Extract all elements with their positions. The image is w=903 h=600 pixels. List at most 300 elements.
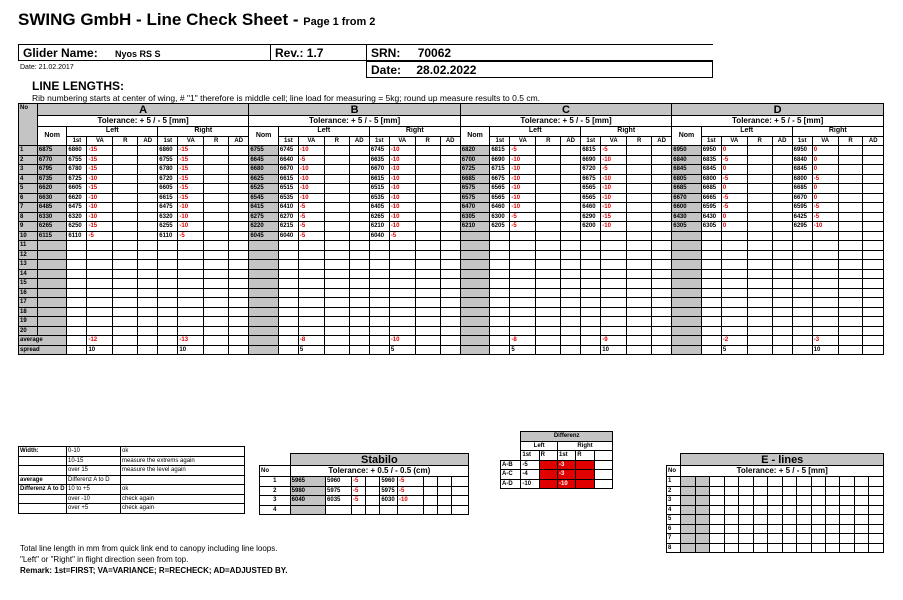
- elines-cell: [695, 496, 709, 506]
- left-ad: [772, 269, 792, 279]
- right-1st-spacer: [792, 336, 812, 346]
- left-va: [510, 279, 536, 289]
- right-1st: [369, 250, 389, 260]
- nom-value: [460, 326, 490, 336]
- elines-cell: [695, 477, 709, 487]
- table-row: [19, 269, 884, 279]
- nom-value: 6210: [460, 222, 490, 232]
- srn-value: 70062: [417, 45, 452, 60]
- average-right: -9: [601, 336, 627, 346]
- right-1st: [158, 326, 178, 336]
- elines-cell: [768, 543, 782, 553]
- right-1st: 6255: [158, 222, 178, 232]
- right-1st: [369, 279, 389, 289]
- left-ad: [561, 241, 581, 251]
- left-ad: [561, 222, 581, 232]
- left-va: -15: [87, 222, 113, 232]
- width-cell: ok: [121, 447, 245, 457]
- differenz-row: [501, 479, 613, 489]
- right-r: [838, 288, 863, 298]
- right-1st: [792, 298, 812, 308]
- right-1st: 6860: [158, 146, 178, 156]
- nom-value: 6950: [672, 146, 702, 156]
- right-1st: 6720: [581, 165, 601, 175]
- differenz-subcol: 1st: [521, 451, 539, 461]
- elines-cell: [768, 496, 782, 506]
- right-ad: [863, 231, 884, 241]
- left-1st: [67, 260, 87, 270]
- right-r: [415, 203, 440, 213]
- left-ad: [772, 146, 792, 156]
- right-ad: [863, 193, 884, 203]
- left-ad: [561, 184, 581, 194]
- right-r: [415, 165, 440, 175]
- right-va: [178, 279, 204, 289]
- left-1st: [67, 250, 87, 260]
- left-1st: [701, 241, 721, 251]
- width-row: [19, 504, 245, 514]
- glider-name-label: Glider Name:: [23, 45, 98, 60]
- left-va: 0: [721, 212, 747, 222]
- average-left: -8: [510, 336, 536, 346]
- left-r: [324, 326, 349, 336]
- left-ad: [138, 345, 158, 355]
- nom-value: 6770: [37, 155, 67, 165]
- stabilo-no: 4: [260, 505, 291, 515]
- elines-no-header: No: [667, 466, 681, 477]
- left-1st: 6675: [490, 174, 510, 184]
- width-cell: check again: [121, 494, 245, 504]
- left-1st-spacer: [490, 345, 510, 355]
- right-header: Right: [369, 127, 460, 137]
- right-r: [838, 336, 863, 346]
- right-ad: [229, 269, 249, 279]
- right-ad: [229, 298, 249, 308]
- left-ad: [349, 250, 369, 260]
- nom-value: [672, 288, 702, 298]
- stabilo-left-r: [366, 505, 380, 515]
- left-r: [747, 307, 772, 317]
- row-number: 6: [19, 193, 38, 203]
- left-r: [747, 165, 772, 175]
- width-cell: ok: [121, 485, 245, 495]
- row-number: 20: [19, 326, 38, 336]
- left-r: [113, 317, 138, 327]
- left-r: [113, 241, 138, 251]
- right-r: [838, 260, 863, 270]
- row-number: 17: [19, 298, 38, 308]
- elines-cell: [710, 486, 724, 496]
- nom-value: 6600: [672, 203, 702, 213]
- differenz-corner: [501, 441, 521, 451]
- nom-value: 6265: [37, 222, 67, 232]
- left-r: [113, 212, 138, 222]
- elines-cell: [811, 543, 825, 553]
- left-ad: [349, 269, 369, 279]
- left-ad: [138, 298, 158, 308]
- subcol-va: VA: [298, 136, 324, 146]
- left-va: [87, 298, 113, 308]
- row-number: 12: [19, 250, 38, 260]
- table-row: [19, 326, 884, 336]
- stabilo-right-va: -5: [398, 477, 424, 487]
- spread-label: spread: [19, 345, 67, 355]
- right-va: -10: [601, 155, 627, 165]
- stabilo-table: [259, 453, 469, 515]
- right-r: [204, 184, 229, 194]
- stabilo-no: 1: [260, 477, 291, 487]
- right-ad: [863, 241, 884, 251]
- nom-spacer: [672, 336, 702, 346]
- left-1st-spacer: [701, 336, 721, 346]
- srn-cell: [367, 45, 714, 61]
- differenz-right: Right: [557, 441, 612, 451]
- left-r: [324, 241, 349, 251]
- elines-row: [667, 486, 884, 496]
- nom-value: 6755: [249, 146, 279, 156]
- right-ad: [229, 260, 249, 270]
- right-1st: 6815: [581, 146, 601, 156]
- left-ad: [138, 269, 158, 279]
- elines-cell: [782, 486, 796, 496]
- elines-cell: [825, 515, 839, 525]
- nom-spacer: [249, 336, 279, 346]
- left-1st: [67, 298, 87, 308]
- left-1st: [67, 317, 87, 327]
- left-va: -10: [87, 193, 113, 203]
- right-1st: [581, 298, 601, 308]
- right-1st: 6265: [369, 212, 389, 222]
- elines-cell: [840, 505, 854, 515]
- nom-value: [37, 326, 67, 336]
- left-ad: [349, 288, 369, 298]
- left-r: [324, 174, 349, 184]
- left-1st: 6300: [490, 212, 510, 222]
- right-va: [601, 250, 627, 260]
- left-1st: 6780: [67, 165, 87, 175]
- right-1st: [792, 279, 812, 289]
- elines-cell: [695, 515, 709, 525]
- left-1st: [701, 269, 721, 279]
- left-r: [324, 307, 349, 317]
- right-r: [204, 146, 229, 156]
- elines-cell: [724, 486, 738, 496]
- right-1st: 6425: [792, 212, 812, 222]
- right-1st-spacer: [581, 336, 601, 346]
- nom-value: 6220: [249, 222, 279, 232]
- right-ad: [440, 165, 460, 175]
- left-1st: 6845: [701, 165, 721, 175]
- right-r: [838, 212, 863, 222]
- elines-cell: [854, 524, 868, 534]
- nom-value: 6620: [37, 184, 67, 194]
- right-ad: [863, 155, 884, 165]
- right-r: [627, 155, 652, 165]
- elines-cell: [710, 505, 724, 515]
- right-va: 0: [812, 155, 838, 165]
- left-va: -15: [87, 165, 113, 175]
- left-ad: [349, 174, 369, 184]
- row-number: 10: [19, 231, 38, 241]
- left-1st: [701, 288, 721, 298]
- left-1st: [701, 231, 721, 241]
- right-r: [415, 326, 440, 336]
- right-1st: [158, 298, 178, 308]
- elines-no: 7: [667, 534, 681, 544]
- nom-value: [460, 298, 490, 308]
- left-ad: [561, 269, 581, 279]
- right-ad: [440, 279, 460, 289]
- left-ad: [772, 193, 792, 203]
- left-1st: 6615: [278, 174, 298, 184]
- elines-cell: [811, 477, 825, 487]
- elines-cell: [695, 543, 709, 553]
- width-row: [19, 456, 245, 466]
- elines-cell: [840, 524, 854, 534]
- left-r: [536, 260, 561, 270]
- row-number: 19: [19, 317, 38, 327]
- right-va: [601, 241, 627, 251]
- nom-value: 6725: [460, 165, 490, 175]
- left-header: Left: [490, 127, 581, 137]
- nom-value: [249, 269, 279, 279]
- right-r: [838, 298, 863, 308]
- left-1st: 6640: [278, 155, 298, 165]
- left-1st: [701, 307, 721, 317]
- right-1st-spacer: [792, 345, 812, 355]
- left-r: [536, 165, 561, 175]
- right-r: [627, 269, 652, 279]
- right-ad: [863, 250, 884, 260]
- left-r: [747, 174, 772, 184]
- width-cell: 0-10: [67, 447, 121, 457]
- left-ad: [772, 165, 792, 175]
- left-1st: 6620: [67, 193, 87, 203]
- stabilo-extra: [438, 505, 452, 515]
- nom-value: 6305: [460, 212, 490, 222]
- elines-cell: [739, 505, 753, 515]
- right-va: [812, 307, 838, 317]
- left-r: [536, 193, 561, 203]
- right-r: [204, 288, 229, 298]
- right-1st: 6670: [792, 193, 812, 203]
- elines-row: [667, 524, 884, 534]
- right-ad: [440, 174, 460, 184]
- left-va: [510, 307, 536, 317]
- left-va: 0: [721, 222, 747, 232]
- width-cell: check again: [121, 504, 245, 514]
- elines-cell: [854, 543, 868, 553]
- right-r: [838, 317, 863, 327]
- nom-value: [37, 279, 67, 289]
- left-1st: [490, 298, 510, 308]
- right-va: [178, 307, 204, 317]
- left-va: [298, 279, 324, 289]
- elines-cell: [724, 543, 738, 553]
- right-ad: [229, 288, 249, 298]
- right-r: [627, 298, 652, 308]
- subcol-1st: 1st: [278, 136, 298, 146]
- elines-row: [667, 477, 884, 487]
- left-r: [324, 269, 349, 279]
- right-1st: 6040: [369, 231, 389, 241]
- nom-value: 6575: [460, 184, 490, 194]
- left-va: -10: [510, 193, 536, 203]
- right-r: [627, 203, 652, 213]
- left-r: [747, 336, 772, 346]
- left-r: [536, 174, 561, 184]
- left-r: [324, 184, 349, 194]
- left-va: [87, 317, 113, 327]
- left-va: [298, 241, 324, 251]
- nom-value: 6275: [249, 212, 279, 222]
- left-1st: [67, 307, 87, 317]
- left-1st: [67, 279, 87, 289]
- right-va: [389, 326, 415, 336]
- row-number: 14: [19, 269, 38, 279]
- stabilo-no: 3: [260, 496, 291, 506]
- left-va: -10: [298, 184, 324, 194]
- form-date: Date: 21.02.2017: [20, 64, 74, 71]
- left-1st: 6460: [490, 203, 510, 213]
- right-1st: 6720: [158, 174, 178, 184]
- elines-cell: [753, 524, 767, 534]
- header-row-sides: [19, 127, 884, 137]
- right-ad: [229, 165, 249, 175]
- right-r: [415, 146, 440, 156]
- right-1st: [158, 288, 178, 298]
- left-va: [298, 260, 324, 270]
- left-r: [747, 155, 772, 165]
- right-1st: 6210: [369, 222, 389, 232]
- right-1st: [369, 326, 389, 336]
- elines-cell: [797, 505, 811, 515]
- left-ad: [138, 317, 158, 327]
- left-ad: [138, 326, 158, 336]
- subcol-ad: AD: [349, 136, 369, 146]
- right-ad: [863, 212, 884, 222]
- elines-cell: [854, 496, 868, 506]
- width-cell: [19, 466, 67, 476]
- right-1st: [792, 307, 812, 317]
- left-ad: [138, 336, 158, 346]
- left-va: [87, 326, 113, 336]
- left-r: [747, 231, 772, 241]
- page-title: [18, 10, 375, 30]
- right-ad: [652, 174, 672, 184]
- left-ad: [138, 222, 158, 232]
- right-1st: 6595: [792, 203, 812, 213]
- left-1st: [490, 288, 510, 298]
- left-va: 0: [721, 165, 747, 175]
- elines-cell: [840, 496, 854, 506]
- date-table: [366, 61, 713, 78]
- right-va: [389, 288, 415, 298]
- left-ad: [772, 307, 792, 317]
- right-r: [838, 241, 863, 251]
- right-1st: [581, 279, 601, 289]
- right-1st: [158, 307, 178, 317]
- left-va: [87, 279, 113, 289]
- left-r: [747, 203, 772, 213]
- right-va: [601, 260, 627, 270]
- elines-cell: [854, 534, 868, 544]
- left-ad: [138, 250, 158, 260]
- elines-cell: [710, 515, 724, 525]
- differenz-corner: [501, 432, 521, 442]
- left-1st: [701, 279, 721, 289]
- left-va: -5: [298, 222, 324, 232]
- left-ad: [138, 193, 158, 203]
- nom-value: [460, 288, 490, 298]
- left-1st: 6320: [67, 212, 87, 222]
- elines-no: 8: [667, 543, 681, 553]
- width-cell: [121, 475, 245, 485]
- left-1st: [701, 260, 721, 270]
- nom-value: 6685: [672, 184, 702, 194]
- subcol-r: R: [324, 136, 349, 146]
- differenz-table: [500, 431, 613, 489]
- right-va: [601, 231, 627, 241]
- stabilo-extra: [452, 477, 469, 487]
- table-row: [19, 317, 884, 327]
- right-va: -15: [178, 174, 204, 184]
- right-va: -10: [601, 184, 627, 194]
- left-va: -5: [510, 222, 536, 232]
- right-1st: 6845: [792, 165, 812, 175]
- elines-cell: [797, 524, 811, 534]
- right-ad: [440, 317, 460, 327]
- right-va: 0: [812, 165, 838, 175]
- elines-cell: [840, 477, 854, 487]
- differenz-left: Left: [521, 441, 558, 451]
- right-r: [204, 269, 229, 279]
- elines-cell: [768, 515, 782, 525]
- right-1st: 6745: [369, 146, 389, 156]
- left-1st: [490, 317, 510, 327]
- right-r: [838, 193, 863, 203]
- right-va: [178, 317, 204, 327]
- right-1st: 6755: [158, 155, 178, 165]
- table-row: [19, 279, 884, 289]
- left-r: [747, 184, 772, 194]
- right-va: [812, 326, 838, 336]
- elines-cell: [681, 543, 695, 553]
- nom-value: [249, 241, 279, 251]
- right-va: [178, 298, 204, 308]
- no-header: No: [19, 104, 38, 146]
- stabilo-right-1st: 5960: [380, 477, 398, 487]
- right-ad: [652, 212, 672, 222]
- title-text: SWING GmbH - Line Check Sheet -: [18, 10, 299, 29]
- width-cell: Width:: [19, 447, 67, 457]
- elines-cell: [854, 486, 868, 496]
- left-1st: 6410: [278, 203, 298, 213]
- width-row: [19, 475, 245, 485]
- right-1st: 6200: [581, 222, 601, 232]
- right-1st: 6800: [792, 174, 812, 184]
- elines-cell: [710, 496, 724, 506]
- right-1st: [581, 307, 601, 317]
- right-ad: [652, 250, 672, 260]
- left-1st: [67, 241, 87, 251]
- differenz-title: Differenz: [521, 432, 613, 442]
- nom-value: [672, 317, 702, 327]
- elines-cell: [854, 515, 868, 525]
- stabilo-extra: [452, 486, 469, 496]
- right-1st: 6460: [581, 203, 601, 213]
- revision: Rev.: 1.7: [271, 45, 367, 61]
